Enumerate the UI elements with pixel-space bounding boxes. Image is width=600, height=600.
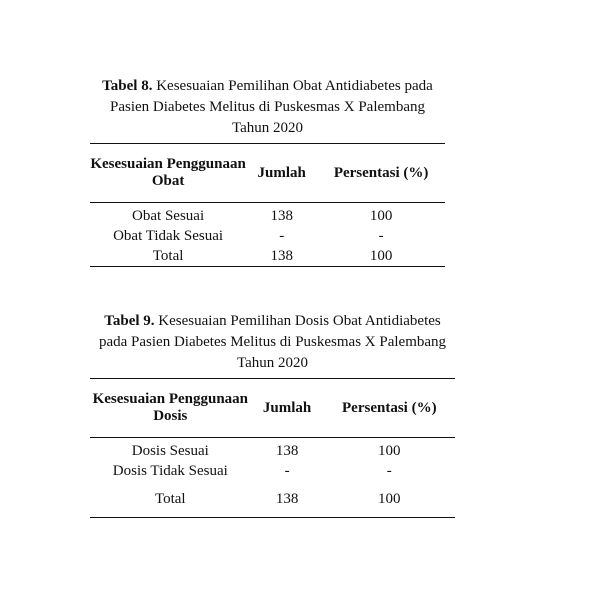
- table-cell: -: [378, 228, 384, 244]
- table-cell: -: [279, 228, 285, 244]
- table-cell: Obat Tidak Sesuai: [113, 228, 224, 244]
- table-cell: 100: [369, 208, 393, 224]
- table-9-label: Tabel 9.: [104, 313, 155, 329]
- table-9-header-col3: Persentasi (%): [342, 399, 437, 416]
- table-row: [90, 438, 455, 462]
- table-8-block: [90, 76, 445, 267]
- table-cell: -: [386, 463, 392, 479]
- table-cell: -: [284, 463, 290, 479]
- table-9-header-col1: Kesesuaian Penggunaan Dosis: [92, 391, 249, 424]
- table-cell: 100: [378, 491, 401, 507]
- table-8-header-row: [90, 144, 445, 203]
- table-cell: Dosis Sesuai: [131, 443, 209, 459]
- table-8-header-col3: Persentasi (%): [333, 164, 429, 181]
- table-8-caption-text: Kesesuaian Pemilihan Obat Antidiabetes pada Pasien Diabetes Melitus di Puskesmas X Palembang Tahun 2020: [110, 78, 433, 136]
- table-row: [90, 203, 445, 227]
- table-cell: 138: [270, 208, 293, 224]
- table-8-header-col1: Kesesuaian Penggunaan Obat: [90, 156, 246, 189]
- table-8-header-col2: Jumlah: [257, 164, 306, 181]
- table-8-caption: [90, 76, 445, 139]
- table-8-label: Tabel 8.: [102, 78, 153, 94]
- table-9-caption: [90, 311, 455, 374]
- table-cell: Obat Sesuai: [132, 208, 205, 224]
- table-cell: Total: [152, 248, 184, 264]
- table-cell: 138: [270, 248, 293, 264]
- table-cell: 138: [275, 443, 299, 459]
- table-9-header-col2: Jumlah: [262, 399, 312, 416]
- table-cell: 100: [378, 443, 401, 459]
- table-8: [90, 143, 445, 267]
- table-9-block: [90, 311, 455, 518]
- table-cell: 138: [275, 491, 299, 507]
- table-9: [90, 378, 455, 518]
- table-cell: Dosis Tidak Sesuai: [112, 463, 228, 479]
- table-row: [90, 489, 455, 518]
- table-row: [90, 226, 445, 246]
- table-row: [90, 461, 455, 489]
- table-9-caption-text: Kesesuaian Pemilihan Dosis Obat Antidiabetes pada Pasien Diabetes Melitus di Puskesmas X Palembang Tahun 2020: [98, 313, 447, 371]
- table-cell: Total: [154, 491, 186, 507]
- table-9-header-row: [90, 379, 455, 438]
- table-cell: 100: [369, 248, 393, 264]
- table-row: [90, 246, 445, 267]
